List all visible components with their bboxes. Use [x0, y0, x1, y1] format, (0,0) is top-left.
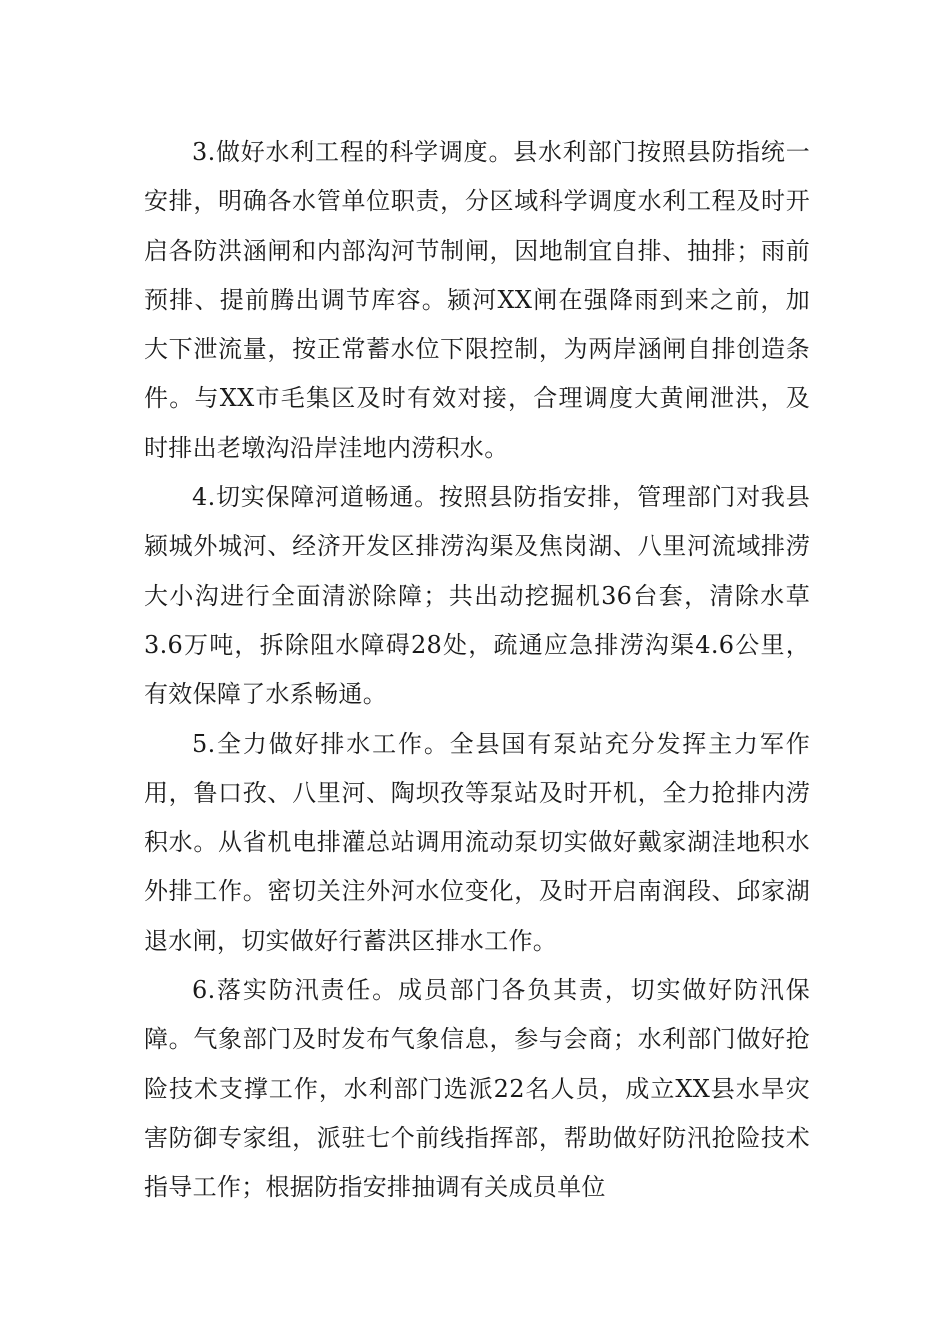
paragraph-scheduling: 3.做好水利工程的科学调度。县水利部门按照县防指统一安排，明确各水管单位职责，分区域科学调度水利工程及时开启各防洪涵闸和内部沟河节制闸，因地制宜自排、抽排；雨前预排、提前腾出调节库容。颍河XX闸在强降雨到来之前，加大下泄流量，按正常蓄水位下限控制，为两岸涵闸自排创造条件。与XX市毛集区及时有效对接，合理调度大黄闸泄洪，及时排出老墩沟沿岸洼地内涝积水。	[144, 138, 810, 462]
paragraph-river-clearing: 4.切实保障河道畅通。按照县防指安排，管理部门对我县颍城外城河、经济开发区排涝沟渠及焦岗湖、八里河流域排涝大小沟进行全面清淤除障；共出动挖掘机36台套，清除水草3.6万吨，拆除阻水障碍28处，疏通应急排涝沟渠4.6公里，有效保障了水系畅通。	[144, 483, 810, 709]
paragraph-responsibility: 6.落实防汛责任。成员部门各负其责，切实做好防汛保障。气象部门及时发布气象信息，参与会商；水利部门做好抢险技术支撑工作，水利部门选派22名人员，成立XX县水旱灾害防御专家组，派驻七个前线指挥部，帮助做好防汛抢险技术指导工作；根据防指安排抽调有关成员单位	[144, 976, 810, 1202]
document-body	[144, 128, 810, 1213]
paragraph-drainage: 5.全力做好排水工作。全县国有泵站充分发挥主力军作用，鲁口孜、八里河、陶坝孜等泵站及时开机，全力抢排内涝积水。从省机电排灌总站调用流动泵切实做好戴家湖洼地积水外排工作。密切关注外河水位变化，及时开启南润段、邱家湖退水闸，切实做好行蓄洪区排水工作。	[144, 729, 810, 955]
